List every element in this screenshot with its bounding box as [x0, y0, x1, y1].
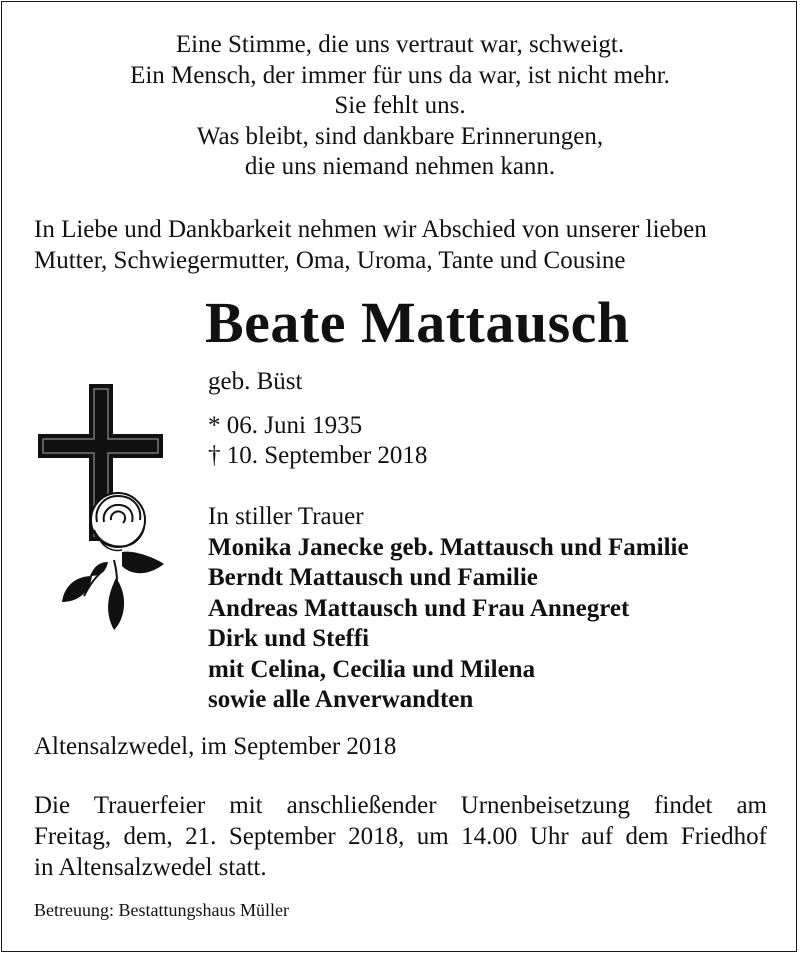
place-date: Altensalzwedel, im September 2018: [34, 733, 397, 760]
service-line: Die Trauerfeier mit anschließender Urnenbeisetzung findet am: [34, 792, 767, 819]
mourner-name: sowie alle Anverwandten: [208, 686, 474, 713]
poem-line: die uns niemand nehmen kann.: [244, 153, 556, 180]
mourner-name: Andreas Mattausch und Frau Annegret: [208, 594, 630, 622]
cross-rose-symbol: [34, 380, 184, 640]
intro-line: In Liebe und Dankbarkeit nehmen wir Abschied von unserer lieben: [34, 216, 707, 243]
intro-text: [34, 214, 707, 276]
birth-date: * 06. Juni 1935: [208, 412, 363, 439]
deceased-name: Beate Mattausch: [205, 290, 630, 355]
poem-line: Eine Stimme, die uns vertraut war, schweigt.: [175, 31, 625, 58]
mourner-name: Berndt Mattausch und Familie: [208, 564, 538, 591]
funeral-home-credit: Betreuung: Bestattungshaus Müller: [34, 900, 289, 920]
death-date: † 10. September 2018: [208, 442, 428, 469]
birth-name: geb. Büst: [208, 368, 303, 395]
poem-line: Sie fehlt uns.: [334, 92, 466, 119]
mourners-block: [208, 502, 689, 716]
poem-line: Was bleibt, sind dankbare Erinnerungen,: [196, 122, 604, 150]
mourners-heading: In stiller Trauer: [208, 503, 364, 530]
mourner-name: Monika Janecke geb. Mattausch und Familie: [208, 533, 689, 561]
poem-line: Ein Mensch, der immer für uns da war, ist nicht mehr.: [130, 61, 670, 89]
poem: [0, 30, 800, 183]
service-line: in Altensalzwedel statt.: [34, 854, 267, 881]
intro-line: Mutter, Schwiegermutter, Oma, Uroma, Tante und Cousine: [34, 247, 626, 274]
mourner-name: Dirk und Steffi: [208, 625, 370, 652]
funeral-service-info: [34, 790, 767, 883]
service-line: Freitag, dem, 21. September 2018, um 14.00 Uhr auf dem Friedhof: [34, 823, 767, 850]
mourner-name: mit Celina, Cecilia und Milena: [208, 655, 536, 683]
rose-icon: [62, 493, 164, 630]
